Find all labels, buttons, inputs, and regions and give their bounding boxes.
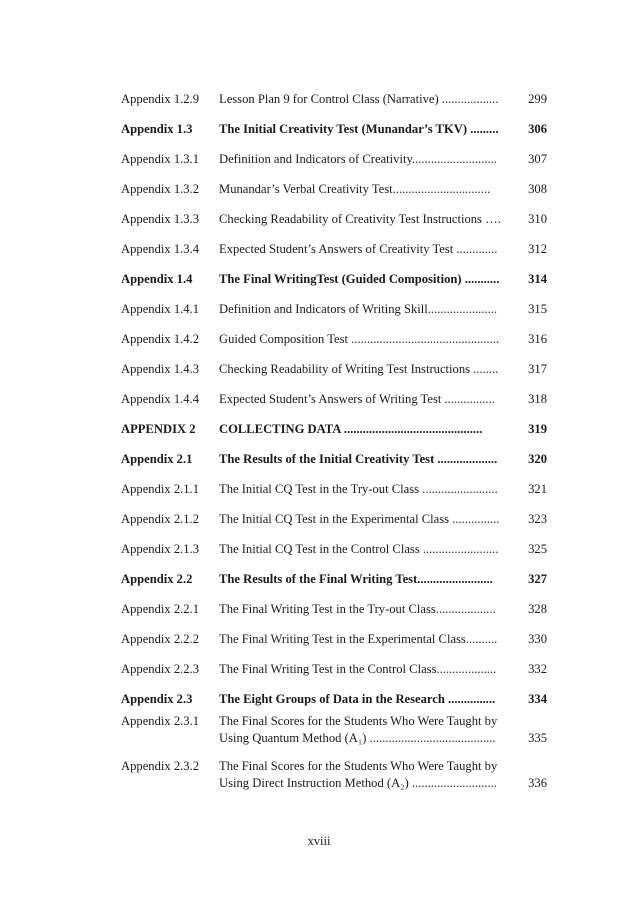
toc-entry-title-line: The Final Writing Test in the Experimental Class.......... xyxy=(219,632,498,646)
toc-entry-page: 330 xyxy=(528,632,547,646)
toc-entry-label: Appendix 2.2.3 xyxy=(121,662,200,676)
toc-entry-page: 312 xyxy=(528,242,547,256)
toc-entry-title xyxy=(219,211,509,228)
toc-entry-page: 308 xyxy=(528,182,547,196)
toc-entry-page: 310 xyxy=(528,212,547,226)
toc-entry-page: 334 xyxy=(528,692,547,706)
toc-entry-title xyxy=(219,361,509,378)
toc-entry-page: 323 xyxy=(528,512,547,526)
toc-entry-title-line: The Initial Creativity Test (Munandar’s TKV) ......... xyxy=(219,122,499,136)
toc-entry-page: 328 xyxy=(528,602,547,616)
toc-entry-label: Appendix 2.1.2 xyxy=(121,512,200,526)
toc-entry-page: 316 xyxy=(528,332,547,346)
toc-entry-label: Appendix 2.2 xyxy=(121,572,193,586)
toc-entry-title-line: Using Direct Instruction Method (A₂) ........................... xyxy=(219,776,497,790)
toc-entry-label: Appendix 1.4.1 xyxy=(121,302,200,316)
toc-entry-title xyxy=(219,691,509,708)
toc-entry-label: Appendix 1.3 xyxy=(121,122,193,136)
toc-entry-page: 336 xyxy=(528,776,547,790)
toc-entry-label: Appendix 1.4.2 xyxy=(121,332,200,346)
toc-entry-page: 317 xyxy=(528,362,547,376)
toc-entry-label: Appendix 2.1.1 xyxy=(121,482,200,496)
toc-entry-title xyxy=(219,571,509,588)
toc-entry-label: Appendix 2.2.2 xyxy=(121,632,200,646)
toc-entry-label: Appendix 1.4 xyxy=(121,272,193,286)
toc-entry-title-line: The Results of the Initial Creativity Test ................... xyxy=(219,452,498,466)
toc-entry-title-line: Checking Readability of Creativity Test Instructions …. xyxy=(219,212,501,226)
toc-entry-title-line: Expected Student’s Answers of Creativity Test ............. xyxy=(219,242,498,256)
toc-entry-title xyxy=(219,91,509,108)
toc-entry-title xyxy=(219,121,509,138)
toc-entry-page: 332 xyxy=(528,662,547,676)
toc-entry-title xyxy=(219,391,509,408)
toc-entry-title-line: Using Quantum Method (A₁) ........................................ xyxy=(219,731,496,745)
toc-entry-label: Appendix 1.3.1 xyxy=(121,152,200,166)
toc-entry-title xyxy=(219,541,509,558)
toc-entry-page: 306 xyxy=(528,122,547,136)
toc-entry-label: Appendix 2.2.1 xyxy=(121,602,200,616)
toc-entry-label: Appendix 1.4.3 xyxy=(121,362,200,376)
toc-entry-label: Appendix 2.3.1 xyxy=(121,714,200,728)
toc-entry-title xyxy=(219,451,509,468)
toc-entry-title xyxy=(219,271,509,288)
toc-entry-label: Appendix 1.4.4 xyxy=(121,392,200,406)
toc-entry-title-line: The Final Scores for the Students Who Were Taught by xyxy=(219,759,498,773)
toc-entry-page: 318 xyxy=(528,392,547,406)
toc-entry-title-line: Expected Student’s Answers of Writing Test ................ xyxy=(219,392,495,406)
toc-entry-label: Appendix 2.1 xyxy=(121,452,193,466)
toc-entry-page: 321 xyxy=(528,482,547,496)
toc-entry-page: 314 xyxy=(528,272,547,286)
toc-entry-title-line: The Eight Groups of Data in the Research ............... xyxy=(219,692,496,706)
toc-entry-title-line: The Initial CQ Test in the Experimental Class ............... xyxy=(219,512,500,526)
toc-entry-title xyxy=(219,511,509,528)
toc-entry-page: 325 xyxy=(528,542,547,556)
toc-entry-label: Appendix 2.3.2 xyxy=(121,759,200,773)
toc-entry-label: Appendix 2.1.3 xyxy=(121,542,200,556)
toc-entry-label: APPENDIX 2 xyxy=(121,422,196,436)
toc-entry-title-line: COLLECTING DATA ............................................ xyxy=(219,422,483,436)
toc-entry-label: Appendix 1.3.3 xyxy=(121,212,200,226)
toc-entry-title-line: Definition and Indicators of Creativity........................... xyxy=(219,152,497,166)
toc-entry-title-line: Checking Readability of Writing Test Instructions ........ xyxy=(219,362,499,376)
toc-entry-title-line: The Final WritingTest (Guided Composition) ........... xyxy=(219,272,500,286)
toc-entry-page: 320 xyxy=(528,452,547,466)
toc-entry-title-line: The Results of the Final Writing Test........................ xyxy=(219,572,493,586)
toc-entry-page: 319 xyxy=(528,422,547,436)
toc-entry-label: Appendix 1.3.4 xyxy=(121,242,200,256)
toc-entry-page: 307 xyxy=(528,152,547,166)
toc-entry-label: Appendix 2.3 xyxy=(121,692,193,706)
toc-entry-title xyxy=(219,631,509,648)
toc-entry-title-line: Definition and Indicators of Writing Skill...................... xyxy=(219,302,498,316)
toc-entry-title-line: Guided Composition Test ............................................... xyxy=(219,332,500,346)
toc-entry-title-line: The Final Writing Test in the Try-out Class................... xyxy=(219,602,496,616)
toc-entry-title-line: The Initial CQ Test in the Control Class ........................ xyxy=(219,542,499,556)
toc-entry-title-line: Lesson Plan 9 for Control Class (Narrative) .................. xyxy=(219,92,499,106)
toc-entry-page: 327 xyxy=(528,572,547,586)
toc-entry-title-line: Munandar’s Verbal Creativity Test............................... xyxy=(219,182,491,196)
toc-entry-title-line: The Final Scores for the Students Who Were Taught by xyxy=(219,714,498,728)
toc-entry-title xyxy=(219,331,509,348)
toc-entry-label: Appendix 1.2.9 xyxy=(121,92,200,106)
toc-entry-label: Appendix 1.3.2 xyxy=(121,182,200,196)
toc-entry-page: 315 xyxy=(528,302,547,316)
toc-entry-title xyxy=(219,151,509,168)
toc-entry-title xyxy=(219,421,509,438)
toc-entry-title xyxy=(219,601,509,618)
toc-entry-title-line: The Final Writing Test in the Control Class................... xyxy=(219,662,497,676)
toc-entry-title xyxy=(219,181,509,198)
toc-entry-title xyxy=(219,301,509,318)
toc-entry-title xyxy=(219,481,509,498)
toc-entry-title xyxy=(219,713,509,747)
toc-entry-page: 299 xyxy=(528,92,547,106)
toc-entry-title-line: The Initial CQ Test in the Try-out Class ........................ xyxy=(219,482,498,496)
toc-entry-title xyxy=(219,661,509,678)
toc-entry-title xyxy=(219,758,509,792)
page-number: xviii xyxy=(307,834,331,848)
toc-entry-page: 335 xyxy=(528,731,547,745)
toc-entry-title xyxy=(219,241,509,258)
